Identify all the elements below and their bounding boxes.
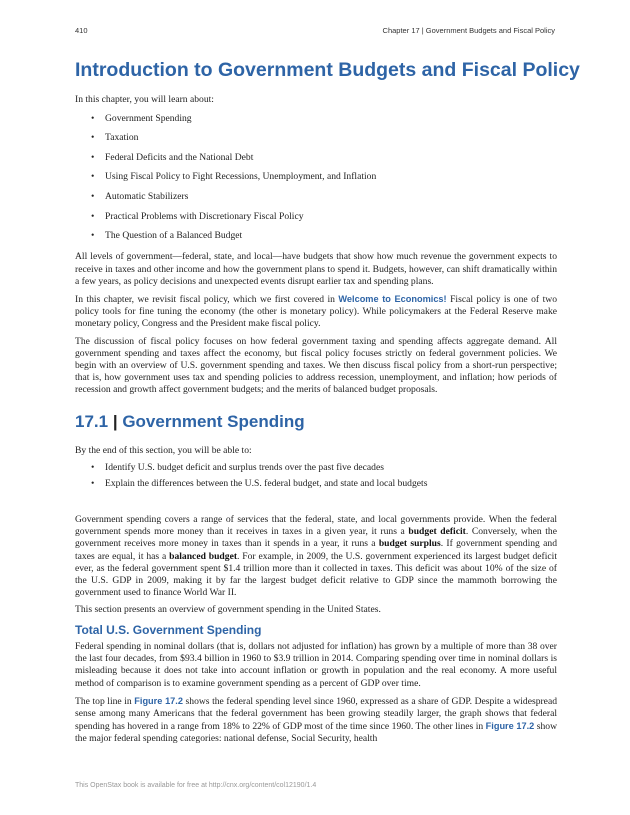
- bullet-icon: •: [91, 151, 95, 163]
- key-term-budget-deficit: budget deficit: [408, 526, 466, 538]
- list-item: • The Question of a Balanced Budget: [91, 230, 243, 242]
- subsection-title: Total U.S. Government Spending: [75, 622, 262, 637]
- list-item: • Explain the differences between the U.S. federal budget, and state and local budgets: [91, 477, 428, 489]
- list-item: • Taxation: [91, 132, 139, 144]
- page-footer: This OpenStax book is available for free at http://cnx.org/content/col12190/1.4: [75, 782, 317, 789]
- list-item: • Federal Deficits and the National Debt: [91, 151, 254, 163]
- list-item: • Government Spending: [91, 112, 192, 124]
- page-content: [75, 58, 580, 751]
- bullet-icon: •: [91, 230, 95, 242]
- running-head: [75, 26, 555, 35]
- bullet-icon: •: [91, 210, 95, 222]
- list-item: • Using Fiscal Policy to Fight Recessions, Unemployment, and Inflation: [91, 171, 377, 183]
- list-item: • Identify U.S. budget deficit and surplus trends over the past five decades: [91, 462, 384, 474]
- running-title: Chapter 17 | Government Budgets and Fiscal Policy: [382, 26, 555, 35]
- subsection-paragraph-1: Federal spending in nominal dollars (that is, dollars not adjusted for inflation) has grown by a multiple of more than 38 over the last four decades, from $93.4 billion in 1960 to $3.9 trillion in 2014. Comparing spending over time in nominal dollars is misleading because it does not take into account inflation or growth in population and the real economy. A more useful method of comparison is to examine government spending as a percent of GDP over time.: [75, 640, 557, 689]
- list-item: • Practical Problems with Discretionary Fiscal Policy: [91, 210, 304, 222]
- bullet-icon: •: [91, 171, 95, 183]
- chapter-intro: In this chapter, you will learn about:: [75, 94, 214, 106]
- figure-17-2-link[interactable]: Figure 17.2: [134, 695, 183, 706]
- list-item: • Automatic Stabilizers: [91, 190, 189, 202]
- subsection-paragraph-2: The top line in Figure 17.2 shows the federal spending level since 1960, expressed as a share of GDP. Despite a widespread sense among many Americans that the federal government has been growing steadily larger, the graph shows that federal spending has hovered in a range from 18% to 22% of GDP most of the time since 1960. The other lines in Figure 17.2 show the major federal spending categories: national defense, Social Security, health: [75, 695, 557, 745]
- chapter-paragraph-2: In this chapter, we revisit fiscal policy, which we first covered in Welcome to Economics! Fiscal policy is one of two policy tools for fine tuning the economy (the other is monetary policy). While policymakers at the Federal Reserve make monetary policy, Congress and the President make fiscal policy.: [75, 293, 557, 330]
- section-title: [75, 412, 557, 432]
- section-separator: |: [112, 411, 118, 431]
- figure-17-2-link[interactable]: Figure 17.2: [485, 721, 535, 732]
- chapter-paragraph-1: All levels of government—federal, state, and local—have budgets that show how much revenue the government expects to receive in taxes and other income and how the government plans to spend it. Budgets, however, can shift dramatically within a few years, as policy decisions and unexpected events disrupt earlier tax and spending plans.: [75, 251, 557, 287]
- section-paragraph-1: Government spending covers a range of services that the federal, state, and local governments provide. When the federal government spends more money than it receives in taxes in a given year, it runs a budget deficit. Conversely, when the government receives more money in taxes than it spends in a year, it runs a budget surplus. If government spending and taxes are equal, it has a balanced budget. For example, in 2009, the U.S. government experienced its largest budget deficit ever, as the federal government spent $1.4 trillion more than it collected in taxes. This deficit was about 10% of the size of the U.S. GDP in 2009, making it by far the largest budget deficit relative to GDP since the mammoth borrowing the government used to finance World War II.: [75, 513, 557, 599]
- section-paragraph-2: This section presents an overview of government spending in the United States.: [75, 604, 381, 616]
- key-term-budget-surplus: budget surplus: [378, 538, 441, 550]
- chapter-topics-list: [75, 113, 557, 243]
- bullet-icon: •: [91, 477, 95, 489]
- chapter-paragraph-3: The discussion of fiscal policy focuses on how federal government taxing and spending affects aggregate demand. All government spending and taxes affect the economy, but fiscal policy focuses strictly on federal government policies. We begin with an overview of U.S. government spending and taxes. We then discuss fiscal policy from a short-run perspective; that is, how government uses tax and spending policies to address recession, unemployment, and inflation; how periods of recession and growth affect government budgets; and the merits of balanced budget proposals.: [75, 335, 557, 396]
- learning-objectives-list: [75, 462, 557, 490]
- section-heading: Government Spending: [122, 411, 305, 431]
- chapter-title: Introduction to Government Budgets and Fiscal Policy: [75, 59, 580, 81]
- section-number: 17.1: [75, 411, 109, 431]
- bullet-icon: •: [91, 462, 95, 474]
- bullet-icon: •: [91, 132, 95, 144]
- bullet-icon: •: [91, 190, 95, 202]
- key-term-balanced-budget: balanced budget: [169, 550, 238, 562]
- bullet-icon: •: [91, 112, 95, 124]
- objectives-intro: By the end of this section, you will be able to:: [75, 444, 252, 456]
- page-number: 410: [75, 26, 88, 35]
- welcome-to-economics-link[interactable]: Welcome to Economics!: [338, 293, 447, 304]
